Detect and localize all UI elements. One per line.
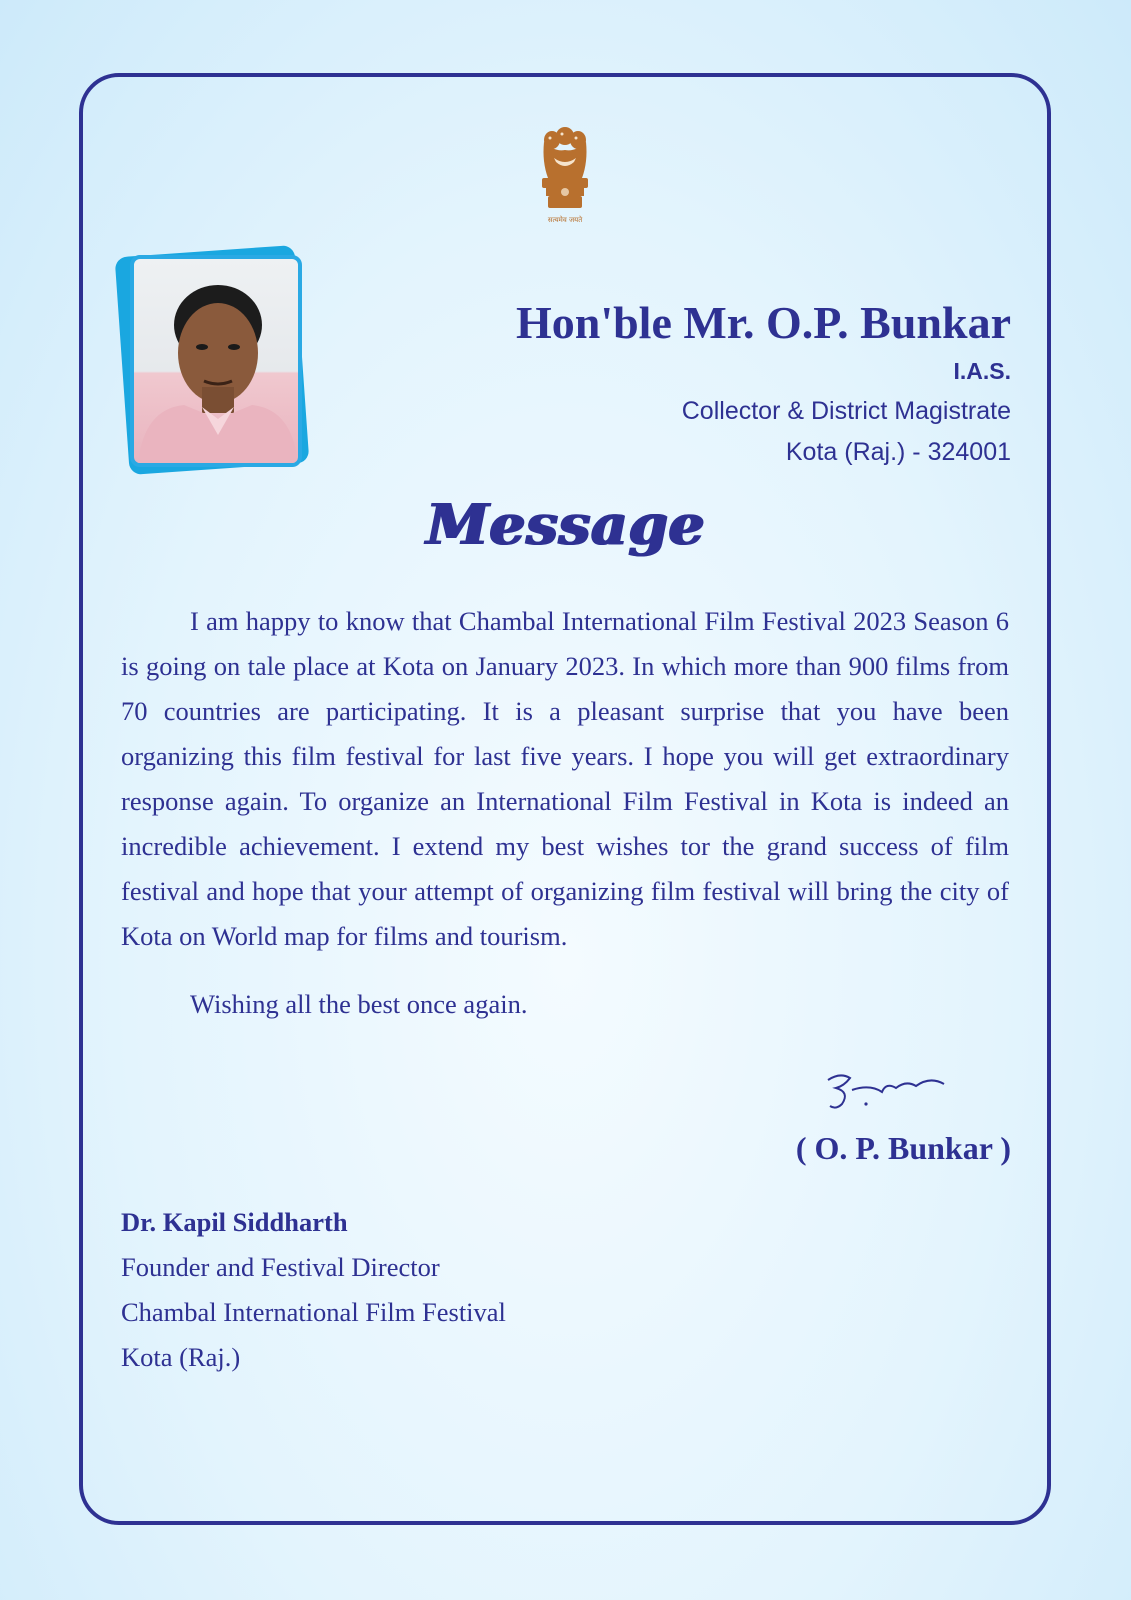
message-heading: Message bbox=[426, 492, 705, 558]
recipient-name: Dr. Kapil Siddharth bbox=[121, 1207, 348, 1237]
official-details bbox=[516, 295, 1011, 473]
recipient-organization: Chambal International Film Festival bbox=[121, 1297, 506, 1327]
recipient-role: Founder and Festival Director bbox=[121, 1252, 440, 1282]
recipient-address bbox=[121, 1200, 506, 1380]
official-qualification: I.A.S. bbox=[953, 358, 1011, 384]
closing-line: Wishing all the best once again. bbox=[190, 989, 528, 1019]
signature-icon bbox=[826, 1070, 966, 1116]
official-designation: Collector & District Magistrate bbox=[681, 397, 1011, 425]
message-body: I am happy to know that Chambal International Film Festival 2023 Season 6 is going on tale place at Kota on January 2023. In which more than 900 films from 70 countries are participating. It is a pleasant surprise that you have been organizing this film festival for last five years. I hope you will get extraordinary response again. To organize an International Film Festival in Kota is indeed an incredible achievement. I extend my best wishes tor the grand success of film festival and hope that your attempt of organizing film festival will bring the city of Kota on World map for films and tourism. bbox=[121, 606, 1009, 951]
portrait-frame bbox=[118, 245, 318, 475]
official-location: Kota (Raj.) - 324001 bbox=[785, 438, 1011, 466]
emblem-motto: सत्यमेव जयते bbox=[547, 216, 583, 224]
national-emblem-icon bbox=[532, 122, 598, 228]
official-name: Hon'ble Mr. O.P. Bunkar bbox=[515, 297, 1011, 348]
portrait-photo bbox=[130, 255, 302, 467]
signatory-name: ( O. P. Bunkar ) bbox=[795, 1130, 1011, 1166]
recipient-city: Kota (Raj.) bbox=[121, 1342, 241, 1372]
